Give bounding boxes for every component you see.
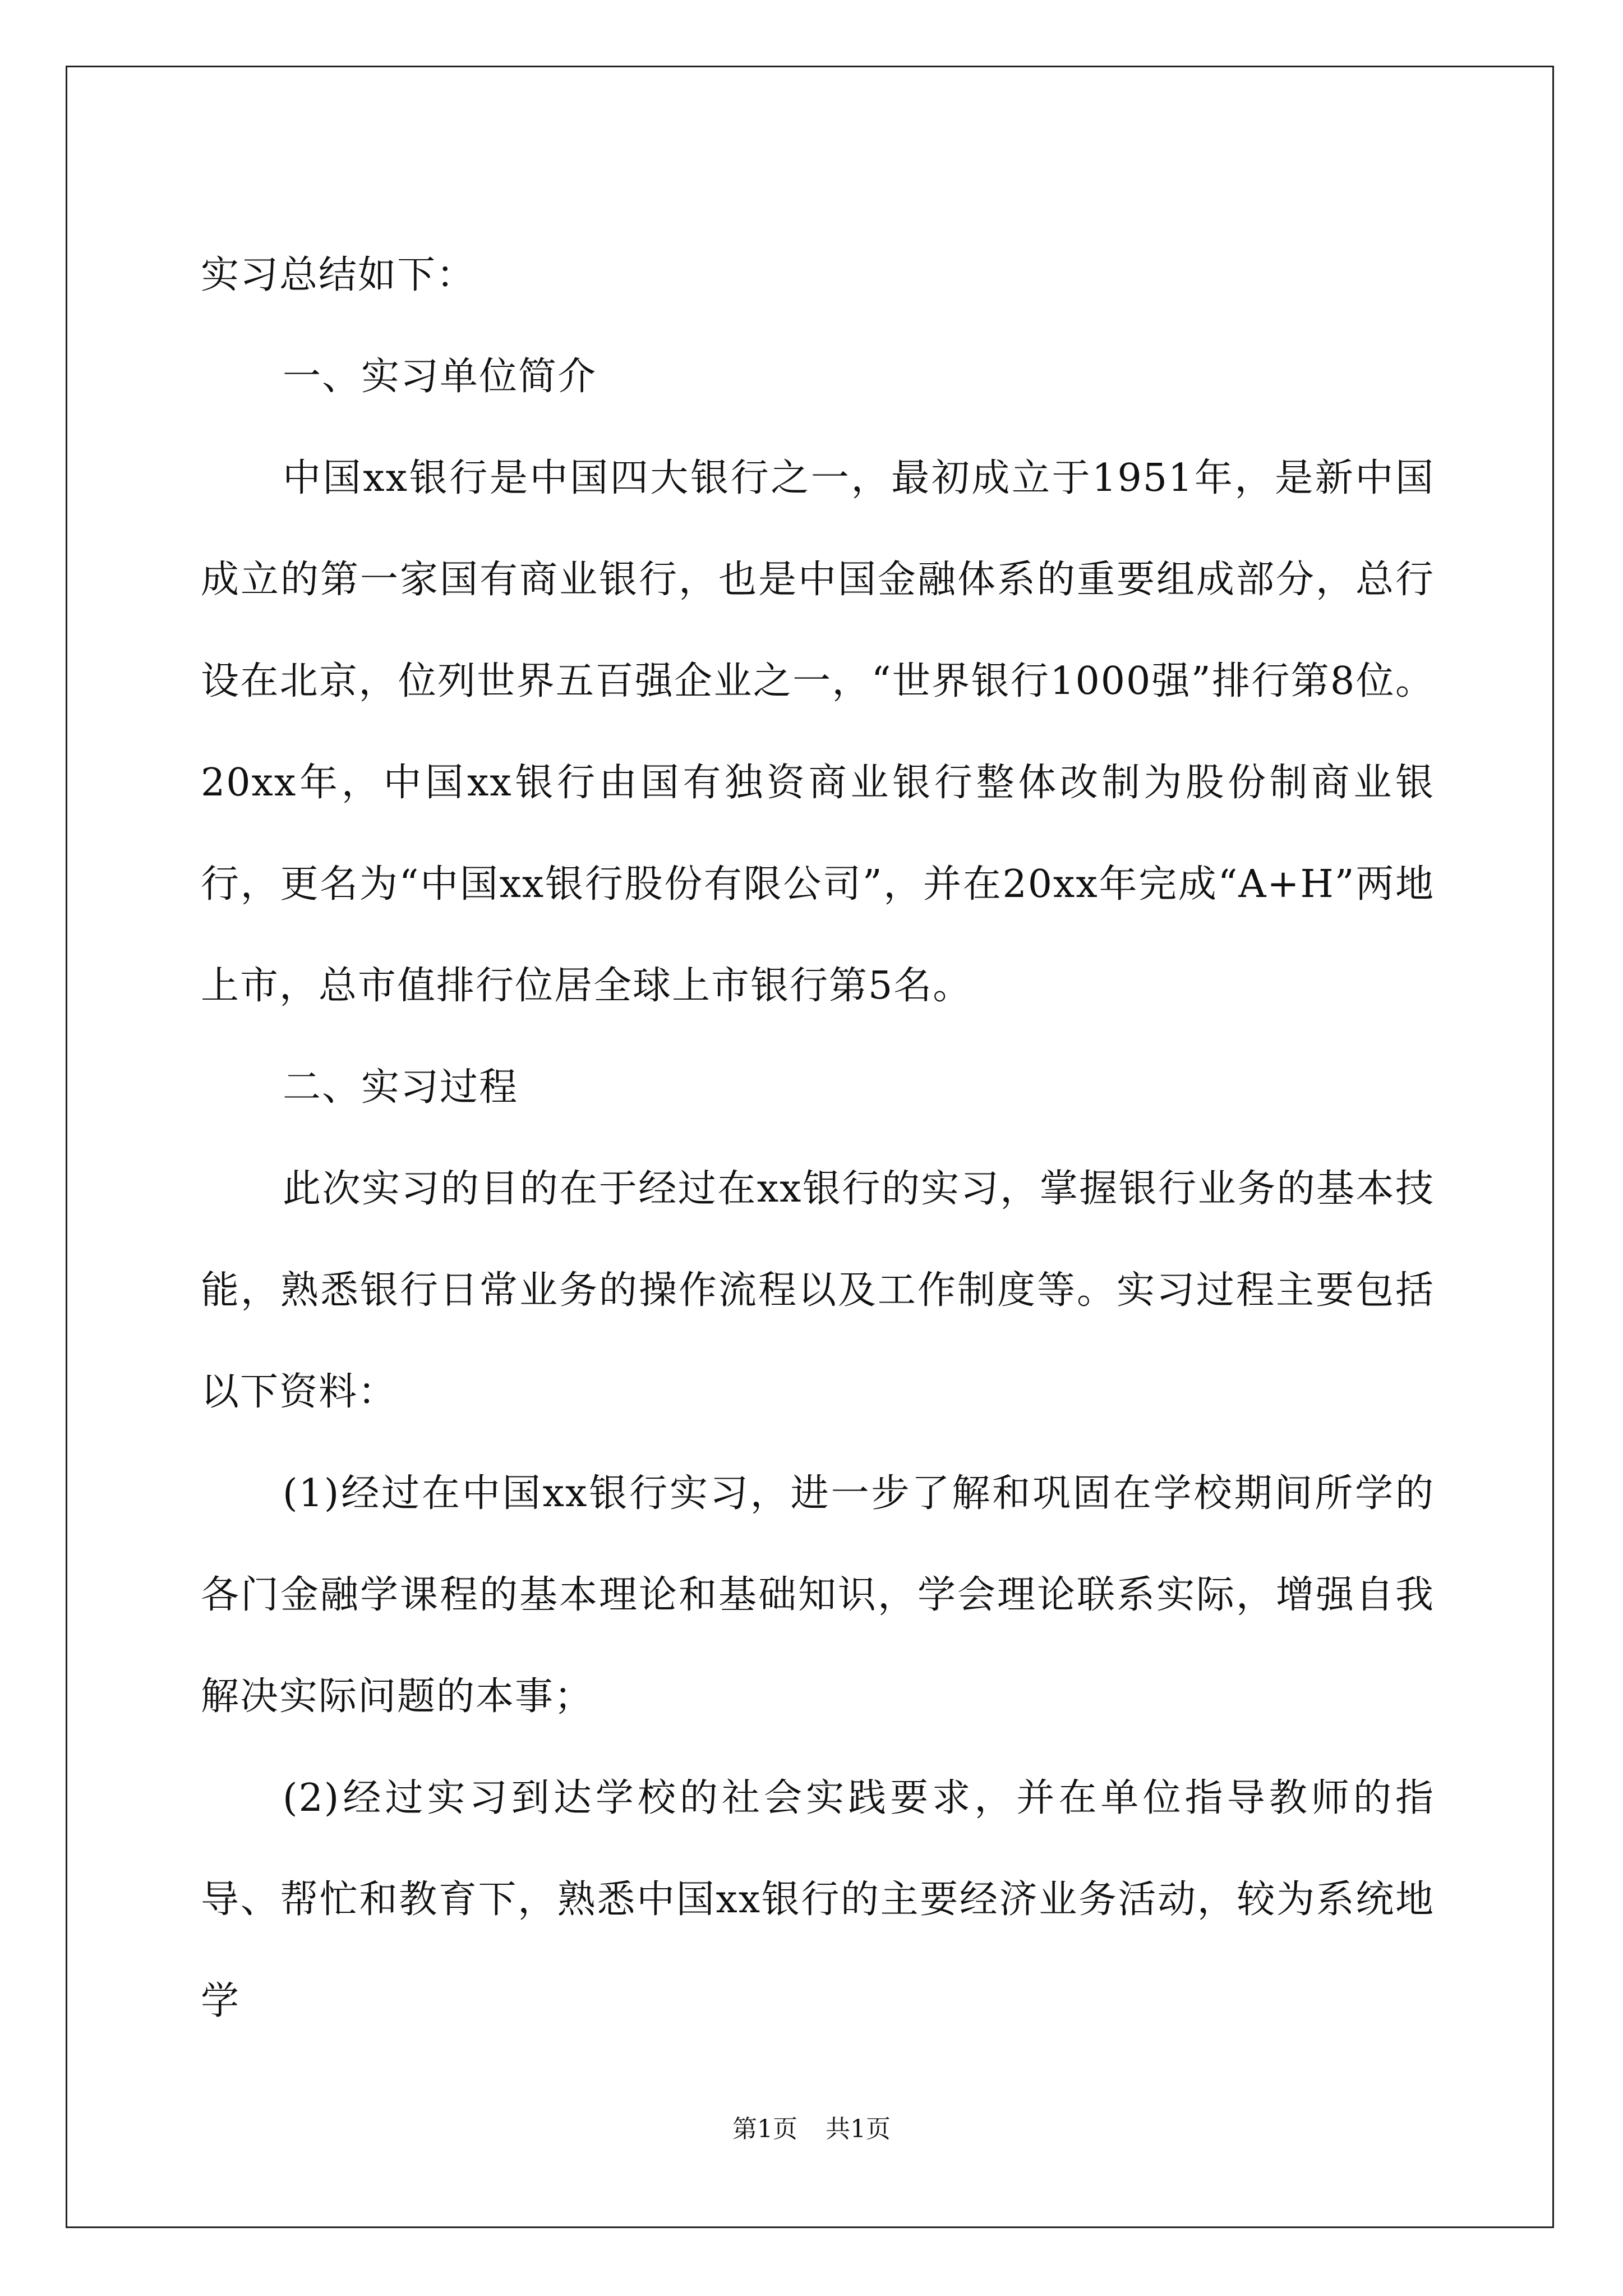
paragraph: (2)经过实习到达学校的社会实践要求，并在单位指导教师的指导、帮忙和教育下，熟悉中国xx银行的主要经济业务活动，较为系统地学 [201, 1776, 1435, 2023]
intro-line: 实习总结如下： [201, 253, 476, 297]
page-footer [0, 2113, 1623, 2146]
paragraph: (1)经过在中国xx银行实习，进一步了解和巩固在学校期间所学的各门金融学课程的基本理论和基础知识，学会理论联系实际，增强自我解决实际问题的本事； [201, 1471, 1435, 1719]
paragraph: 此次实习的目的在于经过在xx银行的实习，掌握银行业务的基本技能，熟悉银行日常业务的操作流程以及工作制度等。实习过程主要包括以下资料： [201, 1167, 1435, 1414]
page-number: 第1页 [732, 2115, 797, 2143]
document-body [201, 224, 1435, 2052]
section-heading: 二、实习过程 [283, 1065, 519, 1110]
section-heading: 一、实习单位简介 [283, 355, 597, 399]
page-total: 共1页 [826, 2115, 891, 2143]
paragraph: 中国xx银行是中国四大银行之一，最初成立于1951年，是新中国成立的第一家国有商业银行，也是中国金融体系的重要组成部分，总行设在北京，位列世界五百强企业之一，“世界银行1000强”排行第8位。20xx年，中国xx银行由国有独资商业银行整体改制为股份制商业银行，更名为“中国xx银行股份有限公司”，并在20xx年完成“A+H”两地上市，总市值排行位居全球上市银行第5名。 [201, 456, 1435, 1008]
